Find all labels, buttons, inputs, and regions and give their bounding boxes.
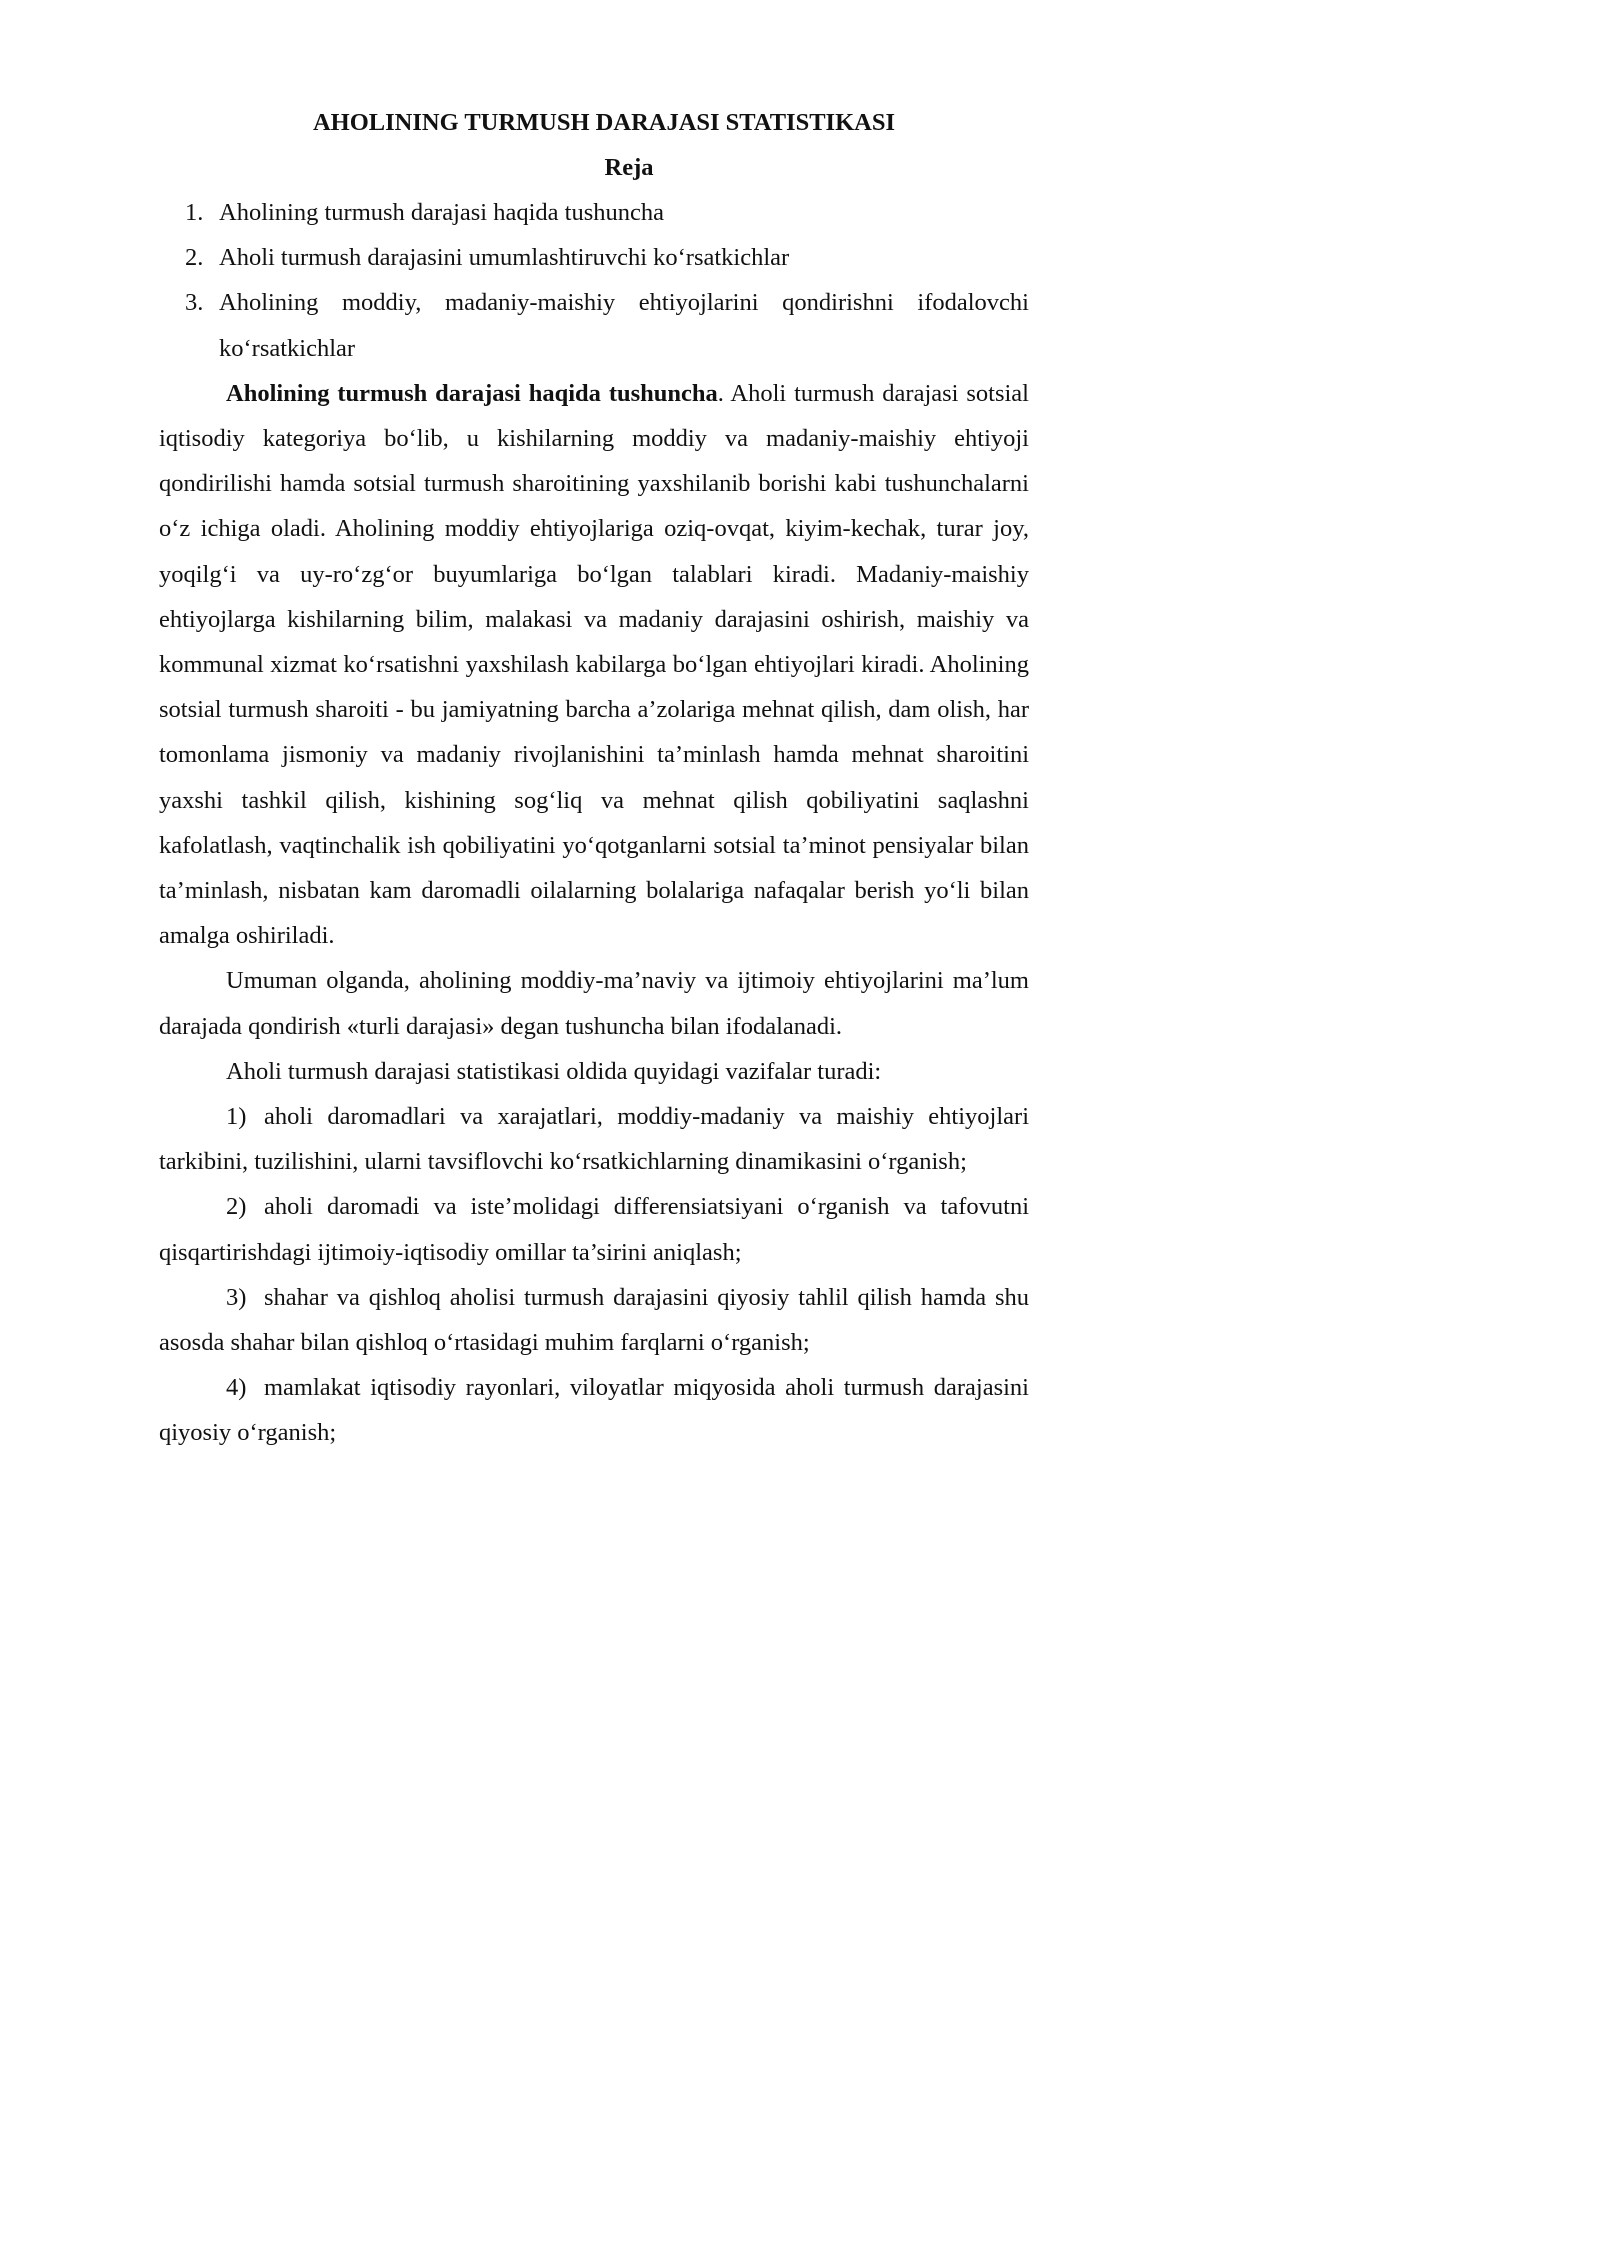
section-heading: Aholining turmush darajasi haqida tushuncha (226, 379, 718, 407)
task-number: 2) (226, 1193, 247, 1221)
plan-item (159, 280, 1029, 370)
paragraph-summary: Umuman olganda, aholining moddiy-ma’naviy va ijtimoiy ehtiyojlarini ma’lum darajada qondirish «turli darajasi» degan tushuncha bilan ifodalanadi. (159, 967, 1029, 1040)
task-text: shahar va qishloq aholisi turmush darajasini qiyosiy tahlil qilish hamda shu asosda shahar bilan qishloq o‘rtasidagi muhim farqlarni o‘rganish; (159, 1283, 1029, 1357)
task-text: aholi daromadlari va xarajatlari, moddiy-madaniy va maishiy ehtiyojlari tarkibini, tuzilishini, ularni tavsiflovchi ko‘rsatkichlarning dinamikasini o‘rganish; (159, 1103, 1029, 1176)
task-item (159, 1365, 1029, 1455)
section-paragraph (159, 371, 1029, 959)
plan-item-text: Aholining turmush darajasi haqida tushuncha (219, 199, 664, 226)
section-body: . Aholi turmush darajasi sotsial iqtisodiy kategoriya bo‘lib, u kishilarning moddiy va madaniy-maishiy ehtiyoji qondirilishi hamda sotsial turmush sharoitining yaxshilanib borishi kabi tushunchalarni o‘z ichiga oladi. Aholining moddiy ehtiyojlariga oziq-ovqat, kiyim-kechak, turar joy, yoqilg‘i va uy-ro‘zg‘or buyumlariga bo‘lgan talablari kiradi. Madaniy-maishiy ehtiyojlarga kishilarning bilim, malakasi va madaniy darajasini oshirish, maishiy va kommunal xizmat ko‘rsatishni yaxshilash kabilarga bo‘lgan ehtiyojlari kiradi. Aholining sotsial turmush sharoiti - bu jamiyatning barcha a’zolariga mehnat qilish, dam olish, har tomonlama jismoniy va madaniy rivojlanishini ta’minlash hamda mehnat sharoitini yaxshi tashkil qilish, kishining sog‘liq va mehnat qilish qobiliyatini saqlashni kafolatlash, vaqtinchalik ish qobiliyatini yo‘qotganlarni sotsial ta’minot pensiyalar bilan ta’minlash, nisbatan kam daromadli oilalarning bolalariga nafaqalar berish yo‘li bilan amalga oshiriladi. (159, 379, 1029, 950)
plan-item-text: Aholining moddiy, madaniy-maishiy ehtiyojlarini qondirishni ifodalovchi ko‘rsatkichlar (219, 289, 1029, 362)
plan-heading: Reja (604, 154, 654, 181)
task-text: aholi daromadi va iste’molidagi differensiatsiyani o‘rganish va tafovutni qisqartirishdagi ijtimoiy-iqtisodiy omillar ta’sirini aniqlash; (159, 1193, 1029, 1266)
task-text: mamlakat iqtisodiy rayonlari, viloyatlar miqyosida aholi turmush darajasini qiyosiy o‘rganish; (159, 1374, 1029, 1447)
plan-item-number: 1. (185, 199, 204, 226)
plan-item-text: Aholi turmush darajasini umumlashtiruvchi ko‘rsatkichlar (219, 244, 790, 272)
task-number: 4) (226, 1374, 247, 1402)
paragraph-tasks-intro: Aholi turmush darajasi statistikasi oldida quyidagi vazifalar turadi: (226, 1057, 882, 1085)
document-title: AHOLINING TURMUSH DARAJASI STATISTIKASI (312, 109, 895, 136)
task-number: 3) (226, 1283, 247, 1311)
task-item (159, 1094, 1029, 1184)
plan-item-number: 3. (185, 289, 204, 317)
plan-list (159, 190, 1029, 371)
task-number: 1) (226, 1103, 247, 1131)
plan-item (159, 235, 1029, 280)
plan-item (159, 190, 1029, 235)
task-item (159, 1275, 1029, 1365)
document-page (159, 100, 1029, 1456)
plan-item-number: 2. (185, 244, 204, 272)
task-item (159, 1184, 1029, 1274)
